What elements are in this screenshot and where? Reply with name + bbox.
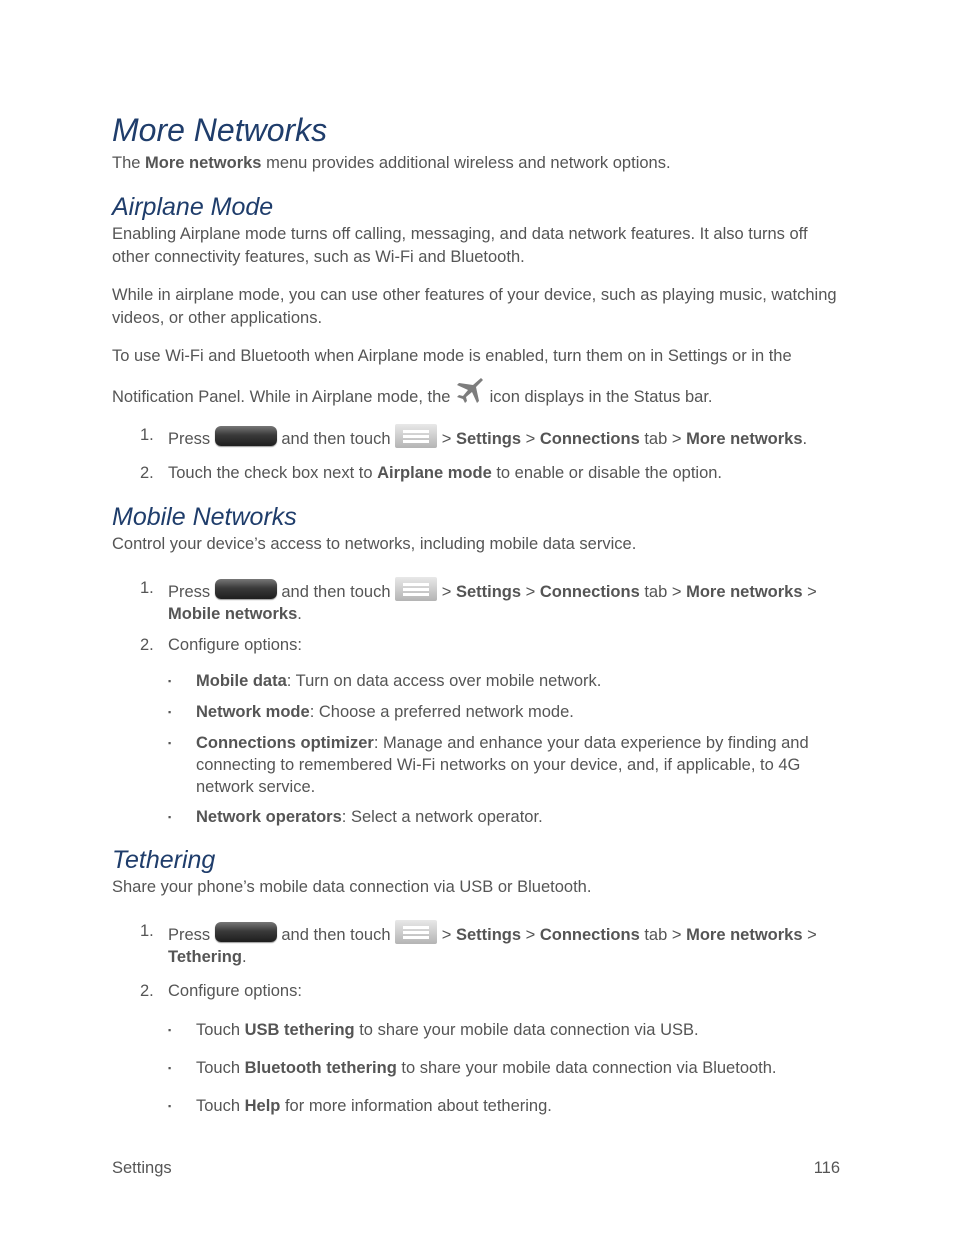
mobile-heading: Mobile Networks <box>112 503 297 531</box>
tethering-intro: Share your phone’s mobile data connection via USB or Bluetooth. <box>112 878 592 896</box>
bullet-text: to share your mobile data connection via USB. <box>354 1021 699 1039</box>
airplane-step2 <box>168 462 848 484</box>
settings-label: Settings <box>455 926 522 944</box>
bullet-bold: Bluetooth tethering <box>244 1059 397 1077</box>
step-text: and then touch <box>276 430 396 448</box>
bullet-text: Touch <box>196 1059 245 1077</box>
mobile-bullet-2 <box>196 701 846 723</box>
tethering-step1 <box>168 920 848 968</box>
tethering-bullet-3 <box>196 1095 846 1117</box>
bullet-bold: Connections optimizer <box>196 734 374 752</box>
mobile-step2-number: 2. <box>140 636 154 654</box>
airplane-step1 <box>168 424 848 450</box>
bullet-text: : Select a network operator. <box>341 808 543 826</box>
bullet-text: Touch <box>196 1021 245 1039</box>
settings-label: Settings <box>455 583 522 601</box>
step-text: and then touch <box>276 926 396 944</box>
bullet-icon: ▪ <box>168 812 172 822</box>
bullet-bold: Mobile data <box>196 672 287 690</box>
page-title: More Networks <box>112 112 328 148</box>
mobile-step2: Configure options: <box>168 636 302 654</box>
tethering-step1-number: 1. <box>140 922 154 940</box>
menu-key-icon <box>395 920 437 944</box>
bullet-icon: ▪ <box>168 1063 172 1073</box>
step-text: and then touch <box>276 583 396 601</box>
bullet-bold: Help <box>244 1097 281 1115</box>
airplane-heading: Airplane Mode <box>112 193 274 221</box>
mobile-bullet-1 <box>196 670 846 692</box>
tethering-step2: Configure options: <box>168 982 302 1000</box>
more-networks-label: More networks <box>686 430 803 448</box>
intro-paragraph <box>112 152 842 175</box>
bullet-icon: ▪ <box>168 738 172 748</box>
connections-label: Connections <box>539 926 640 944</box>
footer-page-number: 116 <box>813 1159 840 1177</box>
intro-bold: More networks <box>145 154 262 172</box>
step-text: tab > <box>639 430 687 448</box>
tethering-step2-number: 2. <box>140 982 154 1000</box>
airplane-step1-number: 1. <box>140 426 154 444</box>
bullet-icon: ▪ <box>168 707 172 717</box>
more-networks-label: More networks <box>686 583 803 601</box>
step-text: . <box>297 605 302 623</box>
step-text: > <box>437 926 456 944</box>
settings-label: Settings <box>455 430 522 448</box>
airplane-step2-number: 2. <box>140 464 154 482</box>
bullet-text: : Manage and enhance your data experience by finding and connecting to remembered Wi-Fi networks on your device, and, if applicable, to 4G network service. <box>196 734 809 796</box>
connections-label: Connections <box>539 430 640 448</box>
mobile-step1 <box>168 577 848 625</box>
bullet-icon: ▪ <box>168 1101 172 1111</box>
bullet-icon: ▪ <box>168 1025 172 1035</box>
airplane-p3a: To use Wi-Fi and Bluetooth when Airplane mode is enabled, turn them on in Settings or in the <box>112 347 792 365</box>
step-text: to enable or disable the option. <box>491 464 723 482</box>
menu-key-icon <box>395 424 437 448</box>
intro-text-end: menu provides additional wireless and network options. <box>261 154 671 172</box>
step-text: Press <box>168 430 215 448</box>
menu-key-icon <box>395 577 437 601</box>
bullet-bold: Network operators <box>196 808 342 826</box>
airplane-p3b <box>112 376 842 409</box>
bullet-icon: ▪ <box>168 676 172 686</box>
tethering-bullet-1 <box>196 1019 846 1041</box>
step-text: > <box>437 583 456 601</box>
tethering-label: Tethering <box>168 948 242 966</box>
step-text: > <box>802 926 817 944</box>
airplane-p3b-text-end: icon displays in the Status bar. <box>485 388 713 406</box>
bullet-bold: USB tethering <box>244 1021 355 1039</box>
airplane-icon <box>455 376 485 404</box>
step-text: tab > <box>639 926 687 944</box>
airplane-p2: While in airplane mode, you can use other features of your device, such as playing music, watching videos, or other applications. <box>112 286 837 327</box>
tethering-heading: Tethering <box>112 846 216 874</box>
step-text: Press <box>168 583 215 601</box>
more-networks-label: More networks <box>686 926 803 944</box>
bullet-text: Touch <box>196 1097 245 1115</box>
airplane-mode-label: Airplane mode <box>377 464 492 482</box>
bullet-text: : Turn on data access over mobile network. <box>286 672 602 690</box>
mobile-step1-number: 1. <box>140 579 154 597</box>
home-key-icon <box>215 922 277 942</box>
step-text: tab > <box>639 583 687 601</box>
step-text: Touch the check box next to <box>168 464 378 482</box>
bullet-text: : Choose a preferred network mode. <box>309 703 574 721</box>
tethering-bullet-2 <box>196 1057 846 1079</box>
step-text: Press <box>168 926 215 944</box>
step-text: . <box>241 948 247 966</box>
connections-label: Connections <box>539 583 640 601</box>
mobile-bullet-3 <box>196 732 846 798</box>
step-text: > <box>437 430 456 448</box>
airplane-p1: Enabling Airplane mode turns off calling, messaging, and data network features. It also turns off other connectivity features, such as Wi-Fi and Bluetooth. <box>112 225 808 266</box>
step-text: > <box>802 583 817 601</box>
intro-text: The <box>112 154 146 172</box>
mobile-networks-label: Mobile networks <box>168 605 298 623</box>
bullet-bold: Network mode <box>196 703 310 721</box>
airplane-p3b-text: Notification Panel. While in Airplane mode, the <box>112 388 456 406</box>
home-key-icon <box>215 426 277 446</box>
mobile-bullet-4 <box>196 806 846 828</box>
step-text: . <box>802 430 808 448</box>
footer-section-name: Settings <box>112 1159 172 1177</box>
bullet-text: to share your mobile data connection via Bluetooth. <box>396 1059 777 1077</box>
home-key-icon <box>215 579 277 599</box>
step-text: > <box>521 926 540 944</box>
bullet-text: for more information about tethering. <box>280 1097 552 1115</box>
step-text: > <box>521 430 540 448</box>
mobile-intro: Control your device’s access to networks, including mobile data service. <box>112 535 637 553</box>
step-text: > <box>521 583 540 601</box>
